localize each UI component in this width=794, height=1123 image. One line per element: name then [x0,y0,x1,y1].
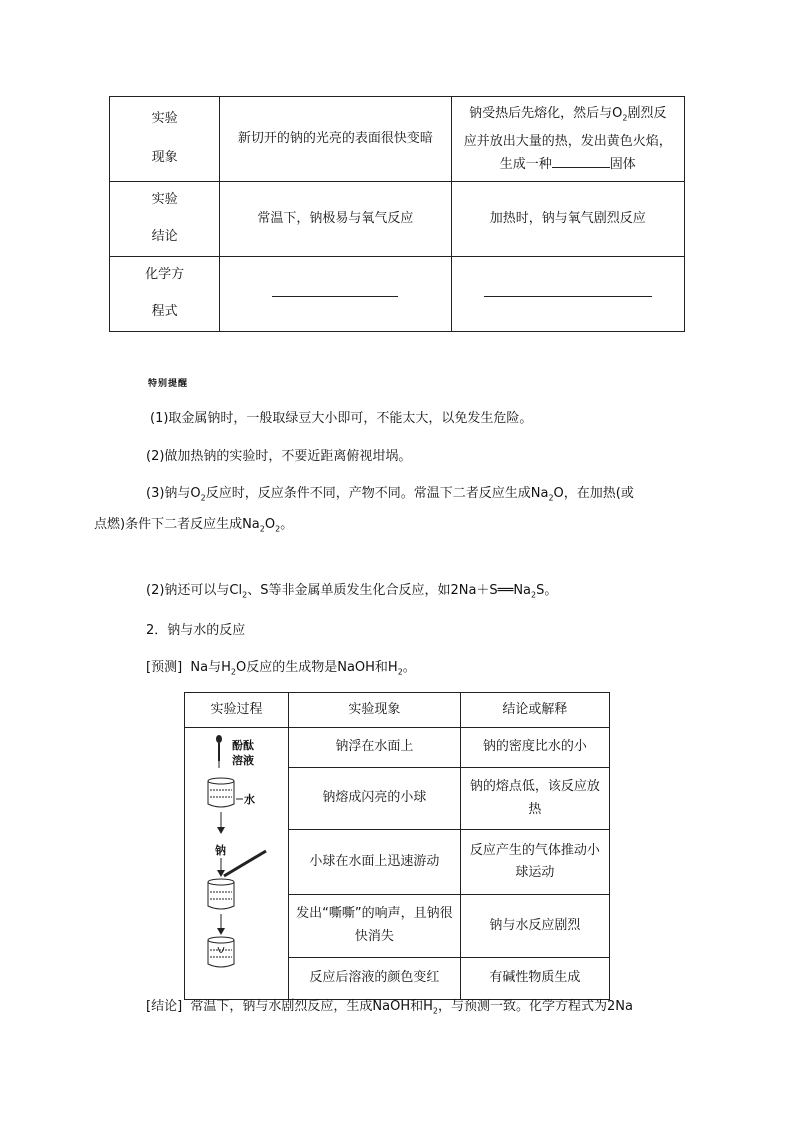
conclusion-1: 钠的密度比水的小 [460,728,609,768]
conclusion-3: 反应产生的气体推动小球运动 [460,830,609,895]
label-line: 实验 [151,111,178,127]
subscript: 2 [548,493,554,503]
text-part: 生成一种 [499,156,552,172]
subscript: 2 [622,113,628,123]
text-part: Na与H [190,660,231,675]
row-label-conclusion [110,182,220,257]
label-line: 结论 [151,229,178,244]
conclusion-5: 有碱性物质生成 [460,957,609,999]
answer-blank [484,282,652,297]
sodium-label: 钠 [215,844,227,857]
section-title: 2．钠与水的反应 [146,623,246,638]
prediction-tag: [预测] [146,660,183,675]
subscript: 2 [397,667,403,677]
tip-item-2: (2)做加热钠的实验时，不要近距离俯视坩埚。 [146,449,412,464]
beaker-icon [208,879,234,909]
beaker-icon [208,778,234,807]
text-part: 。 [280,516,294,532]
conclusion-room-temp: 常温下，钠极易与氧气反应 [220,182,451,257]
text-part: O反应的生成物是NaOH和H [235,660,398,675]
indicator-label-2: 溶液 [232,754,255,767]
text-part: 点燃)条件下二者反应生成Na [94,516,260,532]
tip-item-1: (1)取金属钠时，一般取绿豆大小即可，不能太大，以免发生危险。 [150,411,533,426]
answer-blank [272,282,398,297]
text-part: O [264,516,276,532]
experiment-figure [185,728,289,1000]
subscript: 2 [259,524,265,534]
phenomenon-3: 小球在水面上迅速游动 [288,830,460,895]
subscript: 2 [242,590,248,600]
header-conclusion: 结论或解释 [460,693,609,728]
answer-blank [552,153,610,168]
conclusion-heated: 加热时，钠与氧气剧烈反应 [451,182,684,257]
conclusion-2: 钠的熔点低，该反应放热 [460,767,609,830]
text-part: 反应时，反应条件不同，产物不同。常温下二者反应生成Na [205,486,549,501]
arrow-down-icon [217,827,225,834]
label-line: 化学方 [145,267,185,283]
subscript: 2 [531,590,537,600]
arrow-down-icon [217,928,225,935]
phenomenon-heated [451,97,684,182]
tips-heading: 特别提醒 [148,379,189,389]
row-label-phenomenon [110,97,220,182]
text-part: 常温下，钠与水剧烈反应，生成NaOH和H [190,999,433,1014]
tip-item-3 [94,481,690,542]
experiment-diagram [186,728,286,990]
tweezers-icon [224,851,267,878]
text-part: (3)钠与O [146,486,201,501]
text-part: 应并放出大量的热，发出黄色火焰， [463,133,672,149]
phenomenon-1: 钠浮在水面上 [288,728,460,768]
subscript: 2 [432,1006,438,1016]
text-part: 钠受热后先熔化，然后与O [469,106,623,122]
note-nonmetal-reaction [146,578,706,609]
subscript: 2 [230,667,236,677]
conclusion-tag: [结论] [146,999,183,1014]
text-part: ，与预测一致。化学方程式为2Na [438,999,633,1014]
header-process: 实验过程 [185,693,289,728]
subscript: 2 [200,493,206,503]
text-part: 、S等非金属单质发生化合反应，如2Na＋S══Na [247,583,532,598]
label-line: 现象 [151,150,178,165]
text-part: O，在加热(或 [553,486,634,501]
text-part: (2)钠还可以与Cl [146,583,243,598]
phenomenon-5: 反应后溶液的颜色变红 [288,957,460,999]
subscript: 2 [275,524,281,534]
equation-room-temp [220,257,451,332]
water-label: 水 [244,793,256,806]
equation-heated [451,257,684,332]
indicator-label-1: 酚酞 [232,739,255,752]
sodium-water-table [184,692,610,1000]
phenomenon-room-temp: 新切开的钠的光亮的表面很快变暗 [220,97,451,182]
phenomenon-2: 钠熔成闪亮的小球 [288,767,460,830]
sodium-oxygen-table [109,96,685,332]
prediction [146,655,726,686]
text-part: S。 [536,583,558,598]
text-part: 。 [402,660,416,675]
arrow-down-icon [217,870,225,877]
text-part: 固体 [609,156,636,172]
row-label-equation [110,257,220,332]
beaker-icon [208,937,234,967]
header-phenomenon: 实验现象 [288,693,460,728]
label-line: 实验 [151,192,178,208]
conclusion [146,994,686,1025]
phenomenon-4: 发出“嘶嘶”的响声，且钠很快消失 [288,895,460,958]
text-part: 剧烈反 [627,106,667,122]
conclusion-4: 钠与水反应剧烈 [460,895,609,958]
label-line: 程式 [151,304,178,319]
dropper-icon [216,735,222,768]
